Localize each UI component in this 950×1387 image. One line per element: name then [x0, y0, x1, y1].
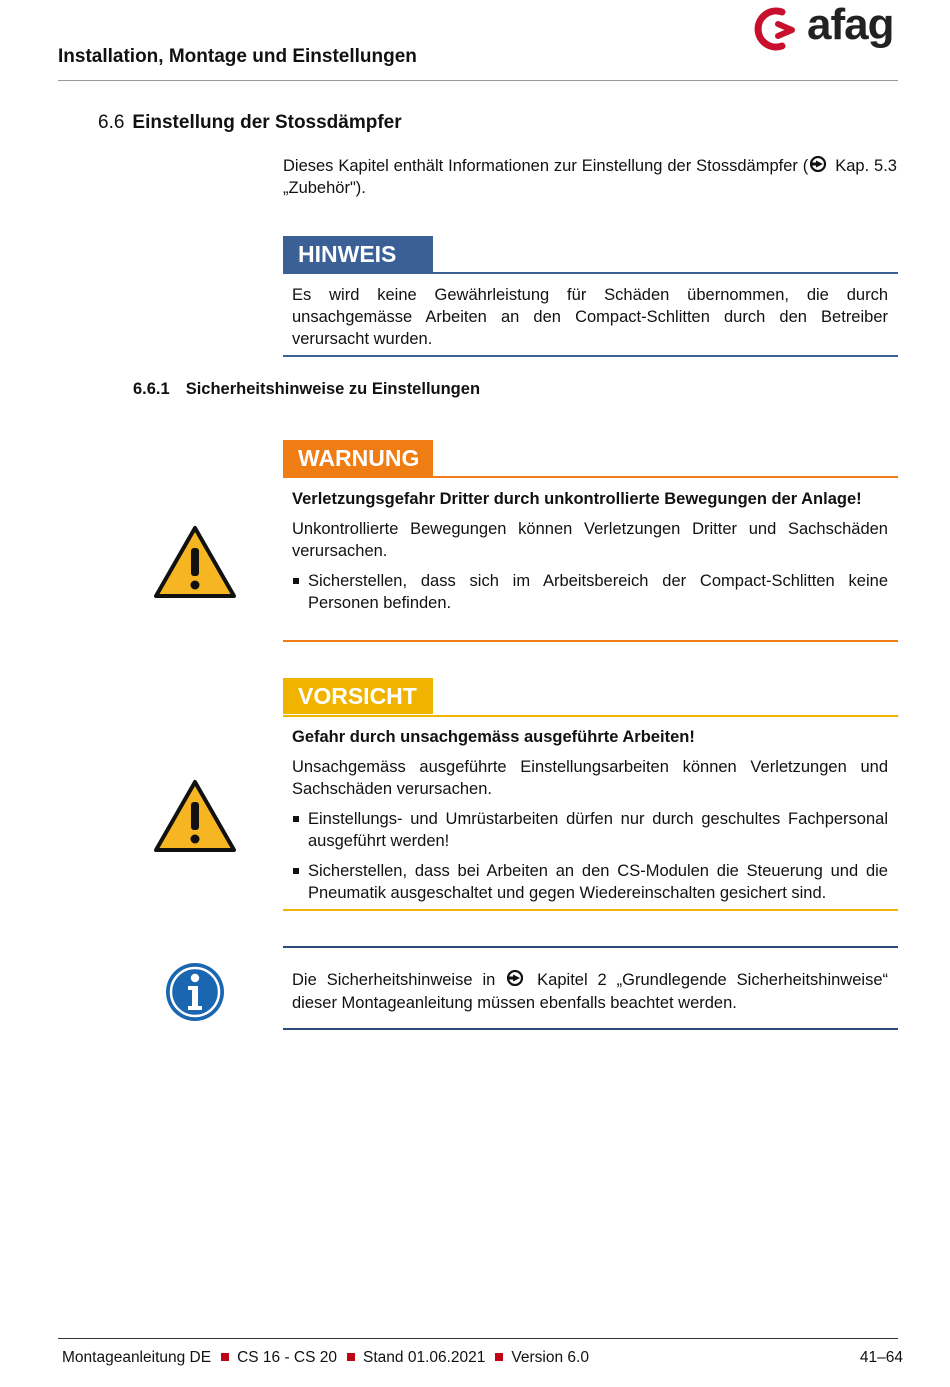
warnung-label: [283, 440, 433, 476]
warnung-headline: Verletzungsgefahr Dritter durch unkontrollierte Bewegungen der Anlage!: [292, 490, 862, 508]
section-number: 6.6: [98, 112, 125, 133]
hinweis-label: [283, 236, 433, 272]
footer-info: [62, 1349, 589, 1367]
warnung-content: [292, 488, 888, 614]
footer-separator: [347, 1353, 355, 1361]
subsection-title: Sicherheitshinweise zu Einstellungen: [185, 380, 481, 398]
intro-text-after: Kap. 5.3 „Zubehör").: [283, 157, 897, 197]
warnung-description: Unkontrollierte Bewegungen können Verletzungen Dritter und Sachschäden verursachen.: [292, 520, 888, 560]
afag-logo: [752, 0, 900, 52]
cross-reference-arrow-icon[interactable]: [507, 970, 525, 986]
section-title: Einstellung der Stossdämpfer: [132, 112, 402, 133]
intro-text-before: Dieses Kapitel enthält Informationen zur Einstellung der Stossdämpfer (: [283, 157, 809, 175]
hinweis-text: Es wird keine Gewährleistung für Schäden übernommen, die durch unsachgemässe Arbeiten an den Compact-Schlitten durch den Betreiber verursacht wurden.: [292, 286, 888, 348]
vorsicht-description: Unsachgemäss ausgeführte Einstellungsarbeiten können Verletzungen und Sachschäden verursachen.: [292, 758, 888, 798]
info-bottom-rule: [283, 1028, 898, 1030]
vorsicht-bullet: Einstellungs- und Umrüstarbeiten dürfen nur durch geschultes Fachpersonal ausgeführt werden!: [292, 808, 888, 852]
info-icon: [164, 961, 226, 1023]
footer-divider: [58, 1338, 898, 1339]
warning-triangle-icon: [152, 524, 238, 600]
info-text: [292, 969, 888, 1015]
warning-triangle-icon: [152, 778, 238, 854]
page-number: 41–64: [859, 1349, 903, 1366]
warnung-bottom-rule: [283, 640, 898, 642]
section-heading: [98, 112, 402, 134]
subsection-number: 6.6.1: [133, 380, 170, 398]
intro-paragraph: [283, 155, 897, 199]
footer-document: Montageanleitung DE: [62, 1349, 212, 1366]
header-divider: [58, 80, 898, 81]
footer-version: Version 6.0: [511, 1349, 589, 1366]
vorsicht-label-text: VORSICHT: [298, 683, 417, 709]
page-header-title: Installation, Montage und Einstellungen: [58, 46, 417, 67]
hinweis-bottom-rule: [283, 355, 898, 357]
vorsicht-bottom-rule: [283, 909, 898, 911]
vorsicht-top-rule: [283, 715, 898, 717]
subsection-heading: [133, 380, 480, 399]
vorsicht-content: [292, 726, 888, 904]
footer-date: Stand 01.06.2021: [363, 1349, 486, 1366]
warnung-bullet: Sicherstellen, dass sich im Arbeitsbereich der Compact-Schlitten keine Personen befinden.: [292, 570, 888, 614]
cross-reference-arrow-icon[interactable]: [810, 156, 828, 172]
info-text-after: Kapitel 2 „Grundlegende Sicherheitshinweise“ dieser Montageanleitung müssen ebenfalls beachtet werden.: [292, 971, 888, 1012]
footer-separator: [221, 1353, 229, 1361]
info-text-before: Die Sicherheitshinweise in: [292, 971, 506, 989]
info-top-rule: [283, 946, 898, 948]
afag-logo-mark: [752, 6, 804, 52]
footer-product: CS 16 - CS 20: [237, 1349, 338, 1366]
hinweis-label-text: HINWEIS: [298, 241, 397, 267]
vorsicht-bullet: Sicherstellen, dass bei Arbeiten an den CS-Modulen die Steuerung und die Pneumatik ausgeschaltet und gegen Wiedereinschalten gesichert sind.: [292, 860, 888, 904]
hinweis-top-rule: [283, 272, 898, 274]
vorsicht-headline: Gefahr durch unsachgemäss ausgeführte Arbeiten!: [292, 728, 695, 746]
footer-separator: [495, 1353, 503, 1361]
warnung-label-text: WARNUNG: [298, 445, 420, 471]
warnung-top-rule: [283, 476, 898, 478]
afag-logo-text: afag: [807, 0, 894, 49]
vorsicht-label: [283, 678, 433, 714]
